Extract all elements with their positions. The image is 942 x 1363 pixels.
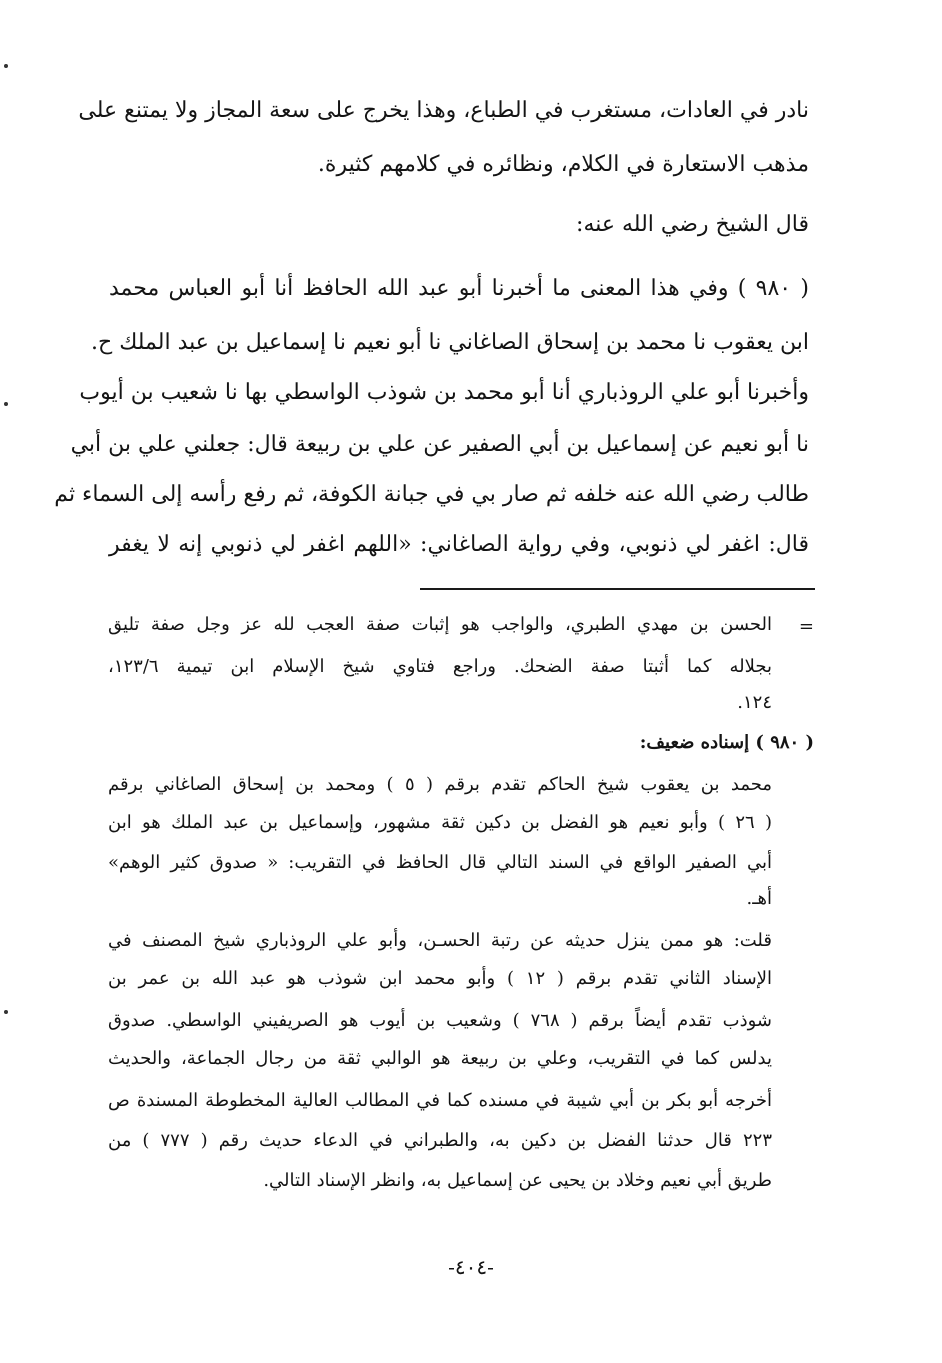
body-line: نادر في العادات، مستغرب في الطباع، وهذا يخرج على سعة المجاز ولا يمتنع على [78, 98, 809, 123]
footnote-line: بجلاله كما أثبتا صفة الضحك. وراجع فتاوي شيخ الإسلام ابن تيمية ١٢٣/٦، [108, 656, 772, 677]
footnote-line: يدلس كما في التقريب، وعلي بن ربيعة هو الوالبي ثقة من رجال الجماعة، والحديث [108, 1048, 772, 1069]
footnote-heading: ( ٩٨٠ ) إسناده ضعيف: [639, 732, 814, 753]
footnote-line: الإسناد الثاني تقدم برقم ( ١٢ ) وأبو محمد ابن شوذب هو عبد الله بن عمر بن [108, 968, 772, 989]
page-number: -٤٠٤- [448, 1255, 494, 1279]
footnote-line: شوذب تقدم أيضاً برقم ( ٧٦٨ ) وشعيب بن أيوب هو الصريفيني الواسطي. صدوق [108, 1010, 773, 1031]
footnote-line: أخرجه أبو بكر بن أبي شيبة في مسنده كما في المطالب العالية المخطوطة المسندة ص [108, 1090, 772, 1111]
body-line: مذهب الاستعارة في الكلام، ونظائره في كلامهم كثيرة. [317, 152, 809, 177]
hadith-line: نا أبو نعيم عن إسماعيل بن أبي الصفير عن علي بن ربيعة قال: جعلني علي بن أبي [70, 432, 809, 457]
hadith-line: ابن يعقوب نا محمد بن إسحاق الصاغاني نا أبو نعيم نا إسماعيل بن عبد الملك ح. [91, 330, 809, 355]
continuation-marker: = [798, 616, 814, 637]
hadith-line: وأخبرنا أبو علي الروذباري أنا أبو محمد بن شوذب الواسطي بها نا شعيب بن أيوب [79, 380, 809, 405]
scan-speck [4, 64, 8, 68]
footnote-line: ١٢٤. [737, 692, 772, 713]
footnote-line: ( ٢٦ ) وأبو نعيم هو الفضل بن دكين ثقة مشهور، وإسماعيل بن عبد الملك هو ابن [108, 812, 772, 833]
hadith-line: ( ٩٨٠ ) وفي هذا المعنى ما أخبرنا أبو عبد الله الحافظ أنا أبو العباس محمد [109, 276, 809, 301]
scan-speck [4, 1010, 8, 1014]
footnote-line: ٢٢٣ قال حدثنا الفضل بن دكين به، والطبراني في الدعاء حديث رقم ( ٧٧٧ ) من [108, 1130, 773, 1151]
scan-speck [4, 402, 8, 406]
footnote-line: أهـ. [746, 888, 772, 909]
footnote-line: الحسن بن مهدي الطبري، والواجب هو إثبات صفة العجب لله عز وجل صفة تليق [108, 614, 772, 635]
section-heading: قال الشيخ رضي الله عنه: [576, 212, 809, 237]
footnote-line: طريق أبي نعيم وخلاد بن يحيى عن إسماعيل به، وانظر الإسناد التالي. [263, 1170, 772, 1191]
footnote-separator [420, 588, 815, 590]
footnote-line: محمد بن يعقوب شيخ الحاكم تقدم برقم ( ٥ ) ومحمد بن إسحاق الصاغاني برقم [108, 774, 773, 795]
footnote-line: أبي الصفير الواقع في السند التالي قال الحافظ في التقريب: « صدوق كثير الوهم» [108, 852, 772, 873]
footnote-line: قلت: هو ممن ينزل حديثه عن رتبة الحسـن، وأبو علي الروذباري شيخ المصنف في [108, 930, 772, 951]
hadith-line: قال: اغفر لي ذنوبي، وفي رواية الصاغاني: «اللهم اغفر لي ذنوبي إنه لا يغفر [109, 532, 809, 557]
hadith-line: طالب رضي الله عنه خلفه ثم صار بي في جبانة الكوفة، ثم رفع رأسه إلى السماء ثم [54, 482, 809, 507]
